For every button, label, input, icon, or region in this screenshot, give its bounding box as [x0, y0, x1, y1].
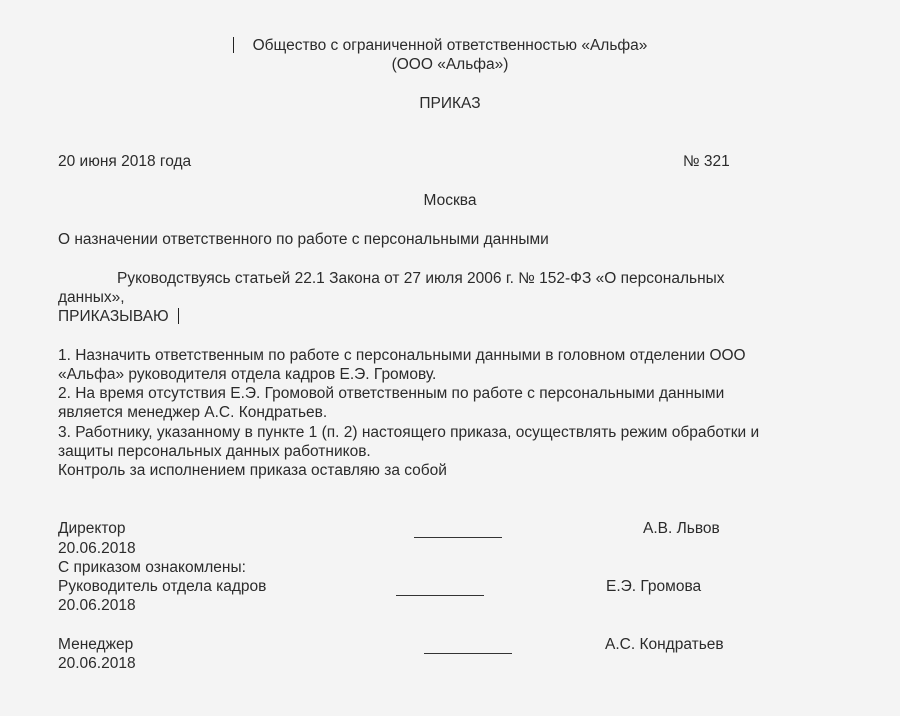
- order-date: 20 июня 2018 года: [58, 153, 192, 170]
- order-city: Москва: [423, 192, 477, 209]
- order-number: № 321: [683, 153, 730, 170]
- control-statement: Контроль за исполнением приказа оставляю за собой: [58, 462, 447, 479]
- preamble-line-1: Руководствуясь статьей 22.1 Закона от 27 июля 2006 г. № 152-ФЗ «О персональных: [117, 270, 725, 287]
- document-type-title: ПРИКАЗ: [419, 95, 481, 112]
- organization-short-name: (ООО «Альфа»): [391, 56, 509, 73]
- item-1-line-2: «Альфа» руководителя отдела кадров Е.Э. Громову.: [58, 366, 437, 383]
- acquainted-label: С приказом ознакомлены:: [58, 559, 246, 576]
- director-title: Директор: [58, 520, 126, 537]
- manager-name: А.С. Кондратьев: [605, 636, 724, 653]
- text-cursor-2: [178, 308, 179, 324]
- order-keyword: ПРИКАЗЫВАЮ: [58, 308, 169, 325]
- item-1-line-1: 1. Назначить ответственным по работе с персональными данными в головном отделении ООО: [58, 347, 746, 364]
- order-subject: О назначении ответственного по работе с персональными данными: [58, 231, 549, 248]
- item-3-line-1: 3. Работнику, указанному в пункте 1 (п. 2) настоящего приказа, осуществлять режим обработки и: [58, 424, 760, 441]
- item-2-line-2: является менеджер А.С. Кондратьев.: [58, 404, 328, 421]
- preamble-line-2: данных»,: [58, 289, 125, 306]
- item-3-line-2: защиты персональных данных работников.: [58, 443, 371, 460]
- manager-date: 20.06.2018: [58, 655, 136, 672]
- hr-date: 20.06.2018: [58, 597, 136, 614]
- hr-name: Е.Э. Громова: [606, 578, 702, 595]
- manager-signature-line: [424, 653, 512, 654]
- hr-signature-line: [396, 595, 484, 596]
- hr-title: Руководитель отдела кадров: [58, 578, 267, 595]
- organization-full-name: Общество с ограниченной ответственностью «Альфа»: [252, 37, 648, 54]
- item-2-line-1: 2. На время отсутствия Е.Э. Громовой ответственным по работе с персональными данными: [58, 385, 725, 402]
- manager-title: Менеджер: [58, 636, 134, 653]
- director-date: 20.06.2018: [58, 540, 136, 557]
- director-name: А.В. Львов: [643, 520, 720, 537]
- director-signature-line: [414, 537, 502, 538]
